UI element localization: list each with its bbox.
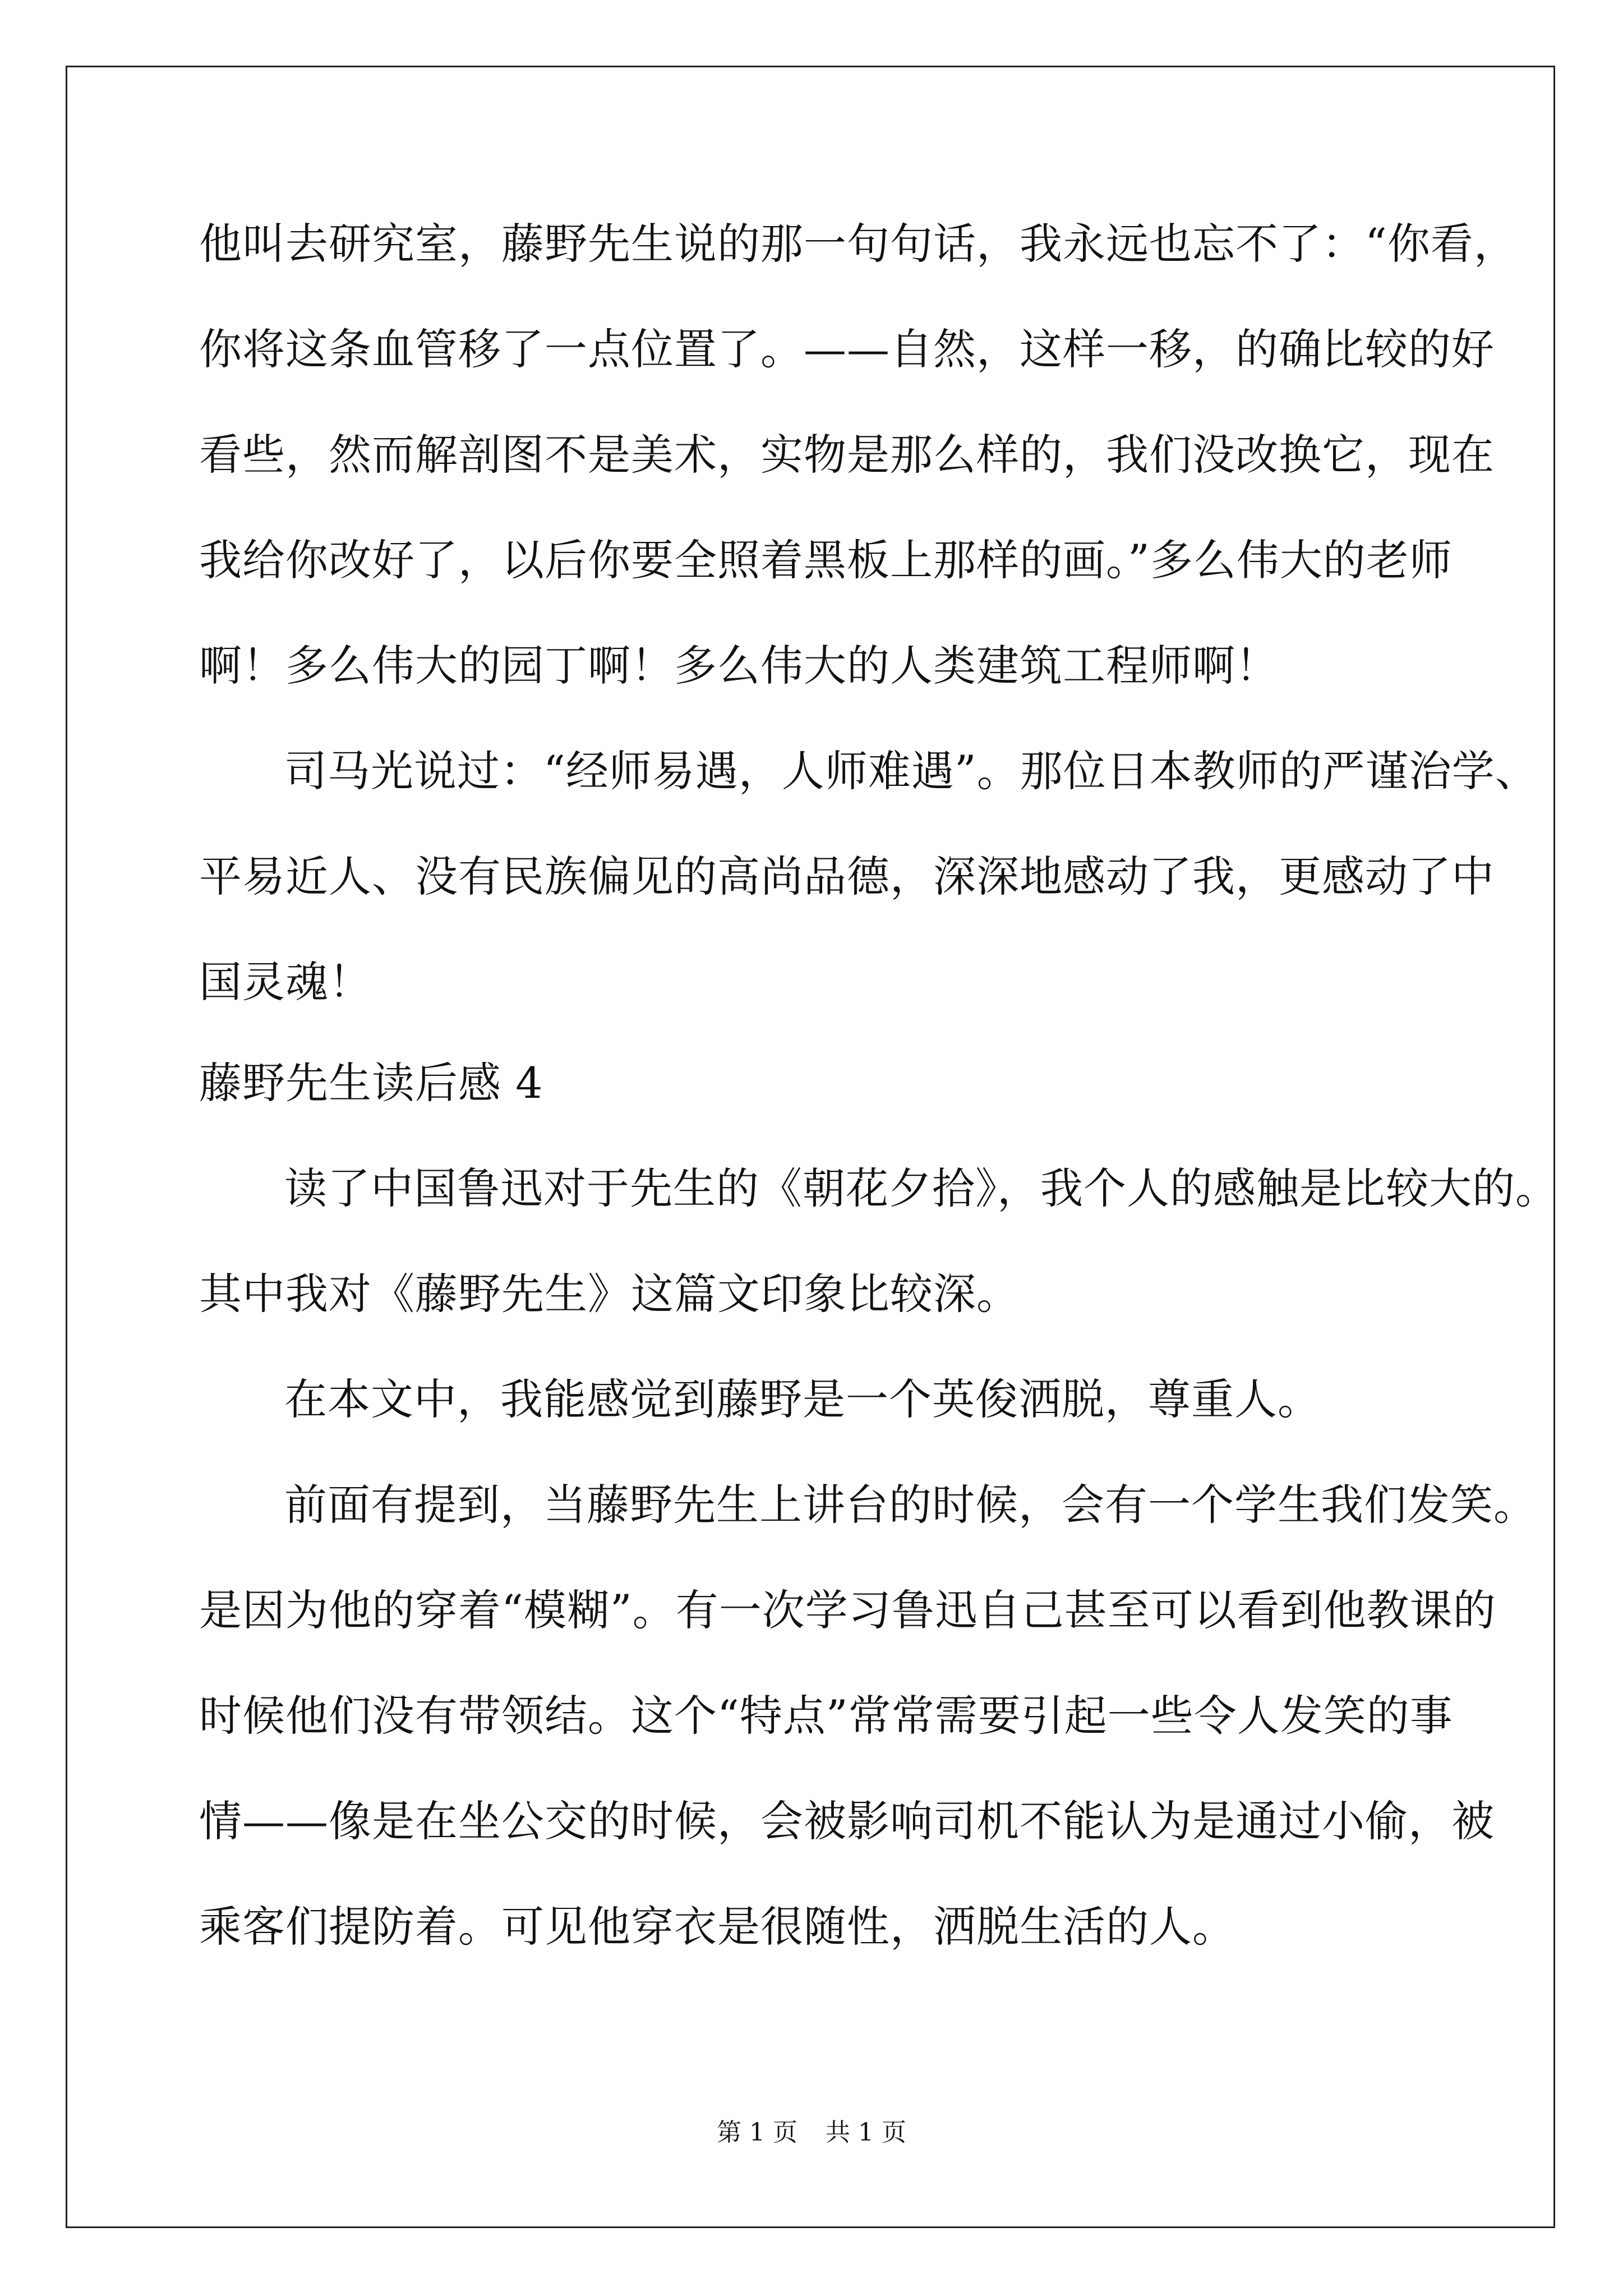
paragraph-line: 国灵魂！ [199,957,372,1007]
document-body [199,216,1559,1955]
paragraph-line: 是因为他的穿着“模糊”。有一次学习鲁迅自己甚至可以看到他教课的 [199,1585,1496,1635]
paragraph-line: 情——像是在坐公交的时候，会被影响司机不能认为是通过小偷，被 [199,1796,1495,1846]
page-total: 共 1 页 [826,2118,906,2147]
paragraph-line: 在本文中，我能感觉到藤野是一个英俊洒脱，尊重人。 [284,1374,1321,1424]
paragraph-line: 我给你改好了，以后你要全照着黑板上那样的画。”多么伟大的老师 [199,535,1453,585]
paragraph-line: 乘客们提防着。可见他穿衣是很随性，洒脱生活的人。 [199,1902,1235,1952]
paragraph-line: 读了中国鲁迅对于先生的《朝花夕拾》，我个人的感触是比较大的。 [284,1163,1559,1213]
paragraph-line: 其中我对《藤野先生》这篇文印象比较深。 [199,1269,1020,1319]
section-heading: 藤野先生读后感 4 [199,1058,543,1108]
paragraph-line: 前面有提到，当藤野先生上讲台的时候，会有一个学生我们发笑。 [284,1480,1537,1530]
paragraph-line: 司马光说过：“经师易遇，人师难遇”。那位日本教师的严谨治学、 [284,746,1538,796]
paragraph-line: 你将这条血管移了一点位置了。——自然，这样一移，的确比较的好 [199,324,1495,374]
paragraph-line: 看些，然而解剖图不是美术，实物是那么样的，我们没改换它，现在 [199,430,1495,480]
paragraph-line: 时候他们没有带领结。这个“特点”常常需要引起一些令人发笑的事 [199,1691,1453,1741]
page-footer [0,2116,1623,2150]
paragraph-line: 他叫去研究室，藤野先生说的那一句句话，我永远也忘不了：“你看， [199,219,1517,269]
paragraph-line: 平易近人、没有民族偏见的高尚品德，深深地感动了我，更感动了中 [199,852,1495,901]
paragraph-line: 啊！多么伟大的园丁啊！多么伟大的人类建筑工程师啊！ [199,641,1279,691]
page-number: 第 1 页 [717,2118,797,2147]
